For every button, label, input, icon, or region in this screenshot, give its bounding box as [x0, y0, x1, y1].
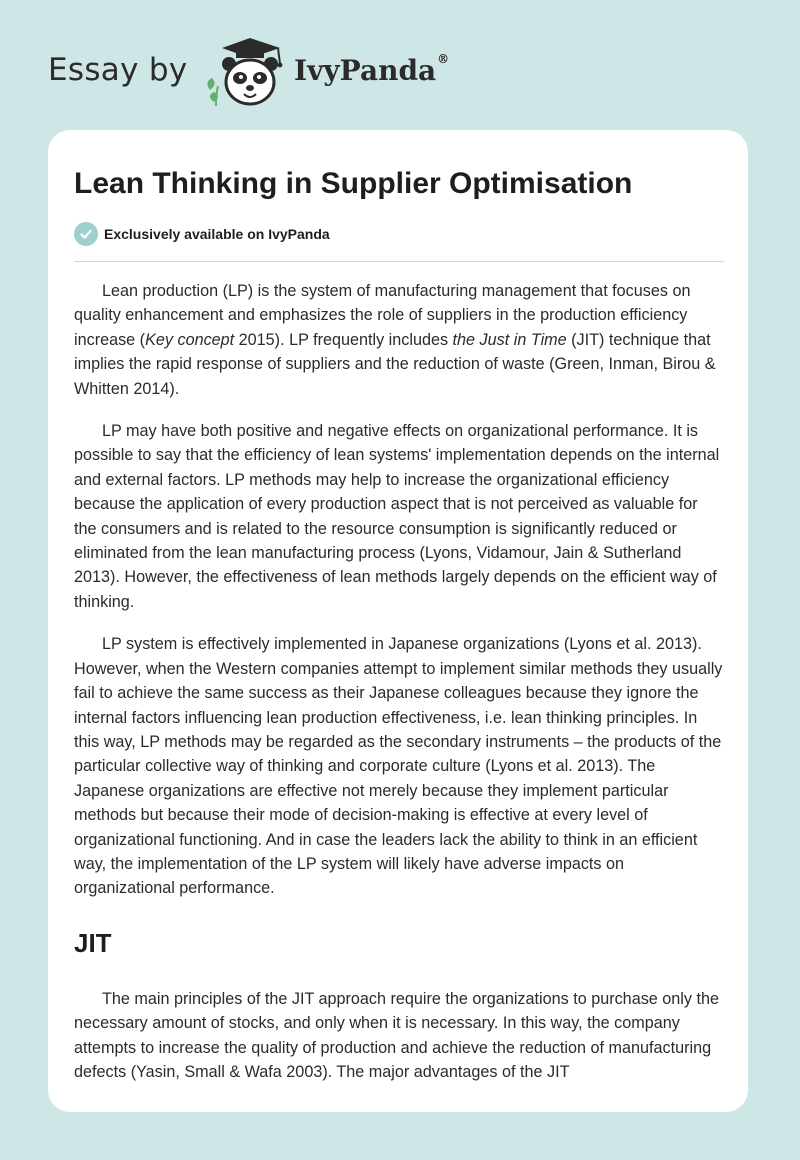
essay-card: [48, 130, 748, 1112]
exclusive-badge: [74, 222, 330, 246]
paragraph: The main principles of the JIT approach require the organizations to purchase only the necessary amount of stocks, and only when it is necessary. In this way, the company attempts to increase the quality of production and achieve the reduction of manufacturing defects (Yasin, Small & Wafa 2003). The major advantages of the JIT: [74, 989, 719, 1081]
italic-text: the Just in Time: [452, 330, 567, 349]
text-run: (JIT) technique that implies the rapid response of suppliers and the reduction of waste (Green, Inman, Birou & Whitten 2014).: [74, 330, 716, 398]
brand-name: IvyPanda®: [294, 52, 450, 87]
divider: [74, 261, 724, 262]
paragraph: LP system is effectively implemented in Japanese organizations (Lyons et al. 2013). However, when the Western companies attempt to implement similar methods they usually fail to achieve the same success as their Japanese colleagues because they ignore the internal factors influencing lean production effectiveness, i.e. lean thinking principles. In this way, LP methods may be regarded as the secondary instruments – the products of the particular collective way of thinking and corporate culture (Lyons et al. 2013). The Japanese organizations are effective not merely because they implement particular methods but because their mode of decision-making is effective at every level of organizational functioning. And in case the leaders lack the ability to think in an efficient way, the implementation of the LP system will likely have adverse impacts on organizational performance.: [74, 635, 723, 898]
text-run: Lean production (LP) is the system of manufacturing management that focuses on quality enhancement and emphasizes the role of suppliers in the production efficiency increase (: [74, 282, 691, 349]
brand-header: [48, 30, 508, 110]
exclusive-label: Exclusively available on IvyPanda: [104, 226, 330, 242]
check-icon: [74, 222, 98, 246]
essay-body: [74, 279, 724, 1102]
registered-mark: ®: [437, 52, 450, 66]
paragraph: [74, 279, 724, 401]
page-title: Lean Thinking in Supplier Optimisation: [74, 167, 633, 200]
panda-graduate-logo-icon: [200, 34, 292, 110]
paragraph: LP may have both positive and negative effects on organizational performance. It is possible to say that the efficiency of lean systems' implementation depends on the internal and external factors. LP methods may help to increase the organizational efficiency because the application of every production aspect that is not perceived as valuable for the consumers and is related to the resource consumption is significantly reduced or eliminated from the lean manufacturing process (Lyons, Vidamour, Jain & Sutherland 2013). However, the effectiveness of lean methods largely depends on the efficient way of thinking.: [74, 422, 720, 611]
section-heading-jit: JIT: [74, 927, 112, 958]
brand-prefix: Essay by: [48, 52, 188, 88]
text-run: 2015). LP frequently includes: [234, 330, 453, 349]
italic-text: Key concept: [145, 330, 235, 349]
